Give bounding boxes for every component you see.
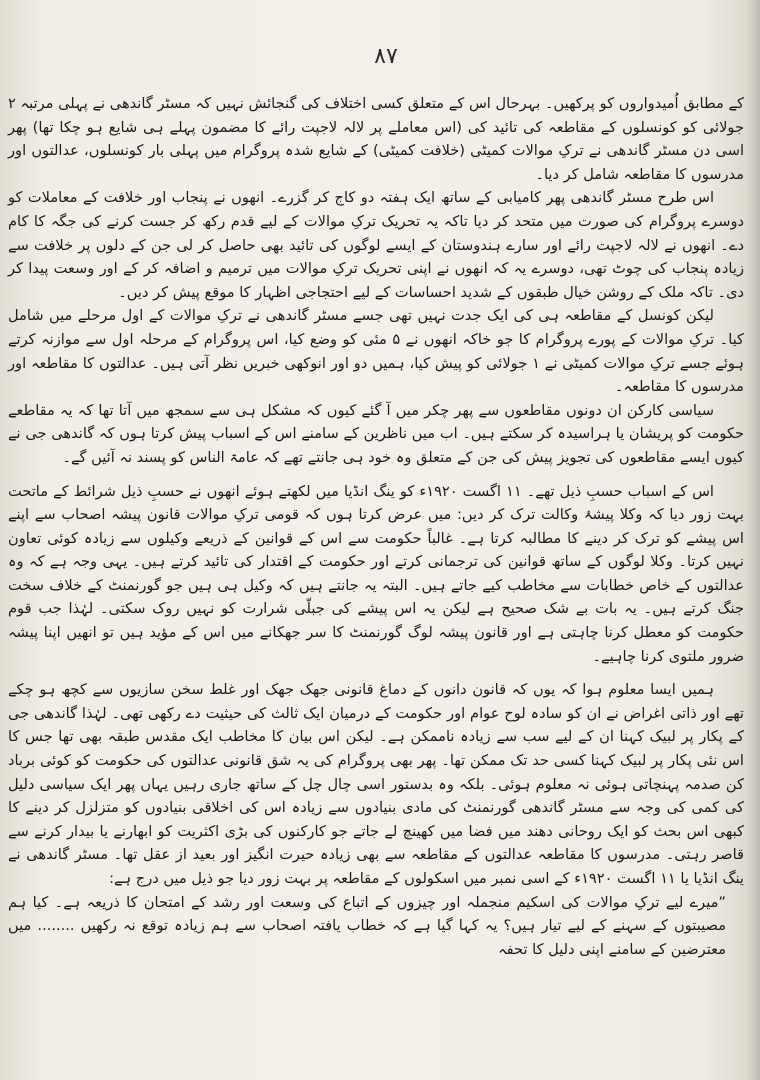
paragraph-4: سیاسی کارکن ان دونوں مقاطعوں سے پھر چکر میں آ گئے کیوں کہ مشکل ہی سے سمجھ میں آتا تھا کہ یہ مقاطعے حکومت کو پریشان یا ہراسیدہ کر سکتے ہیں۔ اب میں ناظرین کے سامنے اس کے اسباب پیش کرتا ہوں کہ گاندھی جی نے کیوں ایسے مقاطعوں کی تجویز پیش کی جن کے متعلق وہ خود ہی جانتے تھے کہ عامۃ الناس کو پسند نہ آئیں گے۔ <box>8 401 744 466</box>
urdu-text-block <box>8 92 744 961</box>
paragraph-7-quote: ”میرے لیے ترکِ موالات کی اسکیم منجملہ اور چیزوں کے اتباع کی وسعت اور رشد کے امتحان کا ذریعہ ہے۔ کیا ہم مصیبتوں کے سہنے کے لیے تیار ہیں؟ یہ کہا گیا ہے کہ خطاب یافتہ اصحاب سے ہم زیادہ توقع نہ رکھیں ........ میں معترضین کے سامنے اپنی دلیل کا تحفہ <box>8 893 726 958</box>
paragraph-6: ہمیں ایسا معلوم ہوا کہ یوں کہ قانون دانوں کے دماغ قانونی جھک جھک اور غلط سخن سازیوں سے کچھ ہو چکے تھے اور ذاتی اغراض نے ان کو سادہ لوح عوام اور حکومت کے درمیان ایک ثالث کی حیثیت دے رکھی تھی۔ لہٰذا گاندھی جی کے پکار پر لبیک کہنا ان کے لیے سب سے زیادہ ناممکن ہے۔ لیکن اس بیان کا مخاطب ایک مقدس طبقہ بھی تھا جس کا اس نئی پکار پر لبیک کہنا کسی حد تک ممکن تھا۔ پھر بھی پروگرام کی یہ شق قانونی عدالتوں کی حکومت کو کوئی برباد کن صدمہ پہنچاتی ہوئی نہ معلوم ہوئی۔ بلکہ وہ بدستور اسی چال چل کے ساتھ جاری رہیں یہاں پھر ایک سیاسی دلیل کی کمی کی وجہ سے مسٹر گاندھی گورنمنٹ کی مادی بنیادوں سے زیادہ اس کی اخلاقی بنیادوں کو متزلزل کر دینے کا کبھی اس بحث کو ایک روحانی دھند میں فضا میں کھینچ لے جاتے جو کارکنوں کی بڑی اکثریت کو ابھارنے یا بیدار کرنے سے قاصر رہتی۔ مدرسوں کا مقاطعہ عدالتوں کے مقاطعہ سے بھی زیادہ حیرت انگیز اور بعید از عقل تھا۔ مسٹر گاندھی نے ینگ انڈیا یا ۱۱ اگست ۱۹۲۰ء کے اسی نمبر میں اسکولوں کے مقاطعہ پر بہت زور دیا جو ذیل میں درج ہے: <box>8 681 744 887</box>
paragraph-2: اس طرح مسٹر گاندھی پھر کامیابی کے ساتھ ایک ہفتہ دو کاج کر گزرے۔ انھوں نے پنجاب اور خلافت کے معاملات کو دوسرے پروگرام کی صورت میں متحد کر دیا تاکہ یہ تحریک ترکِ موالات کے لیے قدم رکھ کر جست کرنے کی جگہ کا کام دے۔ انھوں نے لالہ لاجپت رائے اور سارے ہندوستان کے ایسے لوگوں کی تائید بھی حاصل کر لی جن کے دلوں پر خلافت سے زیادہ پنجاب کی چوٹ تھی، دوسرے یہ کہ انھوں نے اپنی تحریک ترکِ موالات میں ترمیم و اضافہ کر کے اور وسعت پیدا کر دی۔ تاکہ ملک کے روشن خیال طبقوں کے شدید احساسات کے لیے احتجاجی اظہار کا موقع پیش کر دیں۔ <box>8 189 744 301</box>
paragraph-3: لیکن کونسل کے مقاطعہ ہی کی ایک جدت نہیں تھی جسے مسٹر گاندھی نے ترکِ موالات کے اول مرحلے میں شامل کیا۔ ترکِ موالات کے پورے پروگرام کا جو خاکہ انھوں نے ۵ مئی کو وضع کیا، اس پروگرام کے مرحلہ اول سے موازنہ کرتے ہوئے جسے ترکِ موالات کمیٹی نے ۱ جولائی کو پیش کیا، ہمیں دو اور انوکھی خبریں نظر آتی ہیں۔ عدالتوں کا مقاطعہ اور مدرسوں کا مقاطعہ۔ <box>8 307 744 396</box>
page-edge-shadow <box>746 0 760 1080</box>
page-number: ۸۷ <box>374 44 398 69</box>
paragraph-1: کے مطابق اُمیدواروں کو پرکھیں۔ بہرحال اس کے متعلق کسی اختلاف کی گنجائش نہیں کہ مسٹر گاندھی نے پہلی مرتبہ ۲ جولائی کو کونسلوں کے مقاطعہ کی تائید کی (اس معاملے پر لالہ لاجپت رائے کا مضمون پہلے ہی شایع ہو چکا تھا) پھر اسی دن مسٹر گاندھی نے ترکِ موالات کمیٹی (خلافت کمیٹی) کے شایع شدہ پروگرام میں پہلی بار کونسلوں، عدالتوں اور مدرسوں کا مقاطعہ شامل کر دیا۔ <box>8 95 744 183</box>
paragraph-5: اس کے اسباب حسبِ ذیل تھے۔ ۱۱ اگست ۱۹۲۰ء کو ینگ انڈیا میں لکھتے ہوئے انھوں نے حسبِ ذیل شرائط کے ماتحت بہت زور دیا کہ وکلا پیشۂ وکالت ترک کر دیں: میں عرض کرتا ہوں کہ قومی ترکِ موالات قانون پیشہ اصحاب سے اپنے اس پیشے کو ترک کر دینے کا مطالبہ کرتا ہے۔ غالباً حکومت سے اس کے قوانین کے ذریعے وکیلوں سے زیادہ کوئی تعاون نہیں کرتا۔ وکلا لوگوں کے ساتھ قوانین کی ترجمانی کرتے اور حکومت کے اقتدار کی تائید کرتے ہیں۔ یہی وجہ ہے کہ وہ عدالتوں کے خاص خطابات سے مخاطب کیے جاتے ہیں۔ البتہ یہ جانتے ہیں کہ وکیل ہی ہیں جو گورنمنٹ کے خلاف سخت جنگ کرتے ہیں۔ یہ بات بے شک صحیح ہے لیکن یہ اس پیشے کی جبلّی شرارت کو نہیں روک سکتی۔ لہٰذا جب قوم حکومت کو معطل کرنا چاہتی ہے اور قانون پیشہ لوگ گورنمنٹ کا سر جھکانے میں اس کے مؤید ہیں تو انھیں اپنا پیشہ ضرور ملتوی کرنا چاہیے۔ <box>8 482 744 665</box>
